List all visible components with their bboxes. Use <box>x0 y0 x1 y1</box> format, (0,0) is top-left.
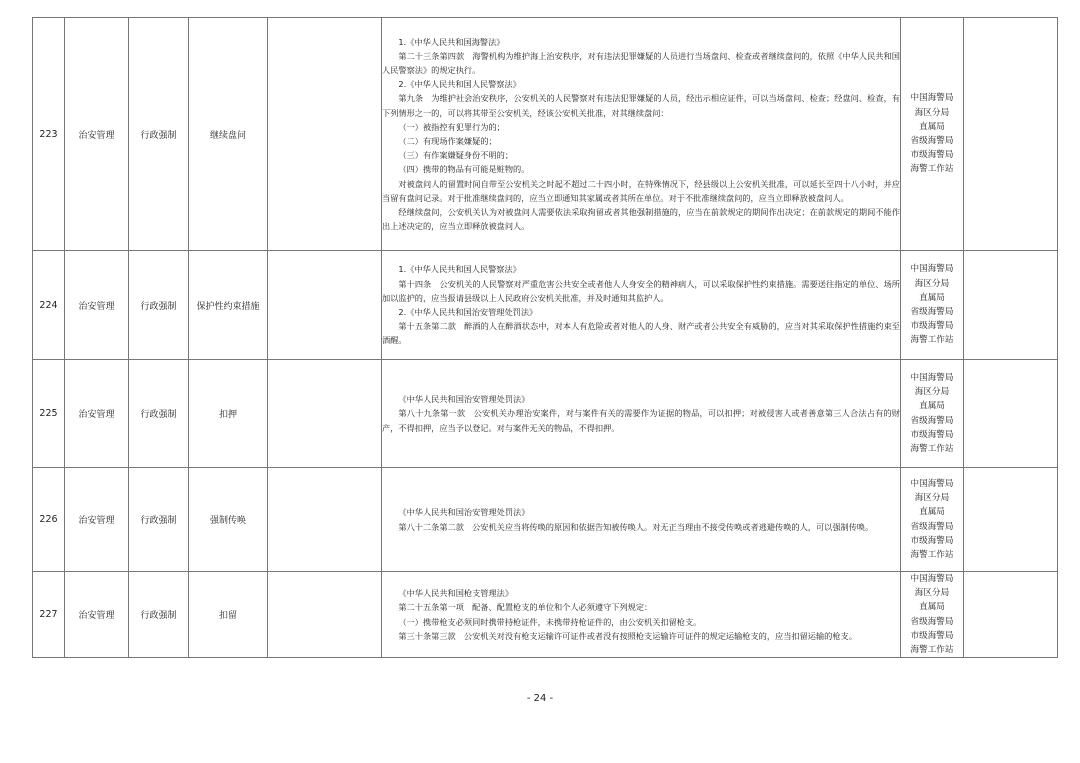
item-type: 行政强制 <box>129 360 189 468</box>
item-type: 行政强制 <box>129 572 189 658</box>
blank-cell <box>268 18 382 251</box>
authority-line: 海区分局 <box>914 387 950 398</box>
implementing-authority <box>901 251 964 360</box>
basis-paragraph: （二）有现场作案嫌疑的； <box>398 136 497 146</box>
authority-line: 直属局 <box>919 507 945 518</box>
table-row <box>33 468 1058 572</box>
basis-paragraph: 第三十条第三款 公安机关对没有枪支运输许可证件或者没有按照枪支运输许可证件的规定运输枪支的，应当扣留运输的枪支。 <box>398 630 857 641</box>
table-row <box>33 251 1058 360</box>
basis-paragraph: 第二十三条第四款 海警机构为维护海上治安秩序，对有违法犯罪嫌疑的人员进行当场盘问、检查或者继续盘问的，依照《中华人民共和国人民警察法》的规定执行。 <box>382 50 900 75</box>
document-table <box>32 17 1058 658</box>
basis-paragraph: （一）携带枪支必须同时携带持枪证件，未携带持枪证件的，由公安机关扣留枪支。 <box>398 616 702 627</box>
basis-paragraph: 第十四条 公安机关的人民警察对严重危害公共安全或者他人人身安全的精神病人，可以采取保护性约束措施。需要送往指定的单位、场所加以监护的，应当报请县级以上人民政府公安机关批准，并及时通知其监护人。 <box>382 278 900 303</box>
basis-paragraph: 《中华人民共和国枪支管理法》 <box>398 588 514 599</box>
basis-paragraph: 1.《中华人民共和国人民警察法》 <box>398 264 521 275</box>
basis-paragraph: 2.《中华人民共和国人民警察法》 <box>398 79 521 90</box>
legal-basis <box>382 572 901 658</box>
legal-basis <box>382 360 901 468</box>
authority-line: 海区分局 <box>914 588 950 599</box>
blank-cell <box>268 251 382 360</box>
remarks-cell <box>964 251 1058 360</box>
blank-cell <box>268 360 382 468</box>
legal-basis <box>382 18 901 251</box>
authority-line: 省级海警局 <box>910 136 954 146</box>
blank-cell <box>268 468 382 572</box>
remarks-cell <box>964 572 1058 658</box>
item-category: 治安管理 <box>65 572 129 658</box>
authority-line: 直属局 <box>919 292 945 303</box>
item-category: 治安管理 <box>65 18 129 251</box>
basis-paragraph: 《中华人民共和国治安管理处罚法》 <box>398 394 530 405</box>
basis-paragraph: 第十五条第二款 醉酒的人在醉酒状态中，对本人有危险或者对他人的人身、财产或者公共安全有威胁的，应当对其采取保护性措施约束至酒醒。 <box>382 321 900 346</box>
authority-line: 直属局 <box>919 401 945 412</box>
item-number: 224 <box>33 251 65 360</box>
authority-line: 省级海警局 <box>910 415 954 426</box>
item-category: 治安管理 <box>65 360 129 468</box>
authority-line: 海警工作站 <box>910 645 954 656</box>
table-body <box>33 18 1058 658</box>
authority-line: 直属局 <box>919 602 945 613</box>
authority-line: 中国海警局 <box>910 264 954 275</box>
authority-line: 海区分局 <box>914 107 950 118</box>
authority-line: 直属局 <box>919 121 945 132</box>
item-type: 行政强制 <box>129 251 189 360</box>
item-type: 行政强制 <box>129 468 189 572</box>
implementing-authority <box>901 572 964 658</box>
basis-paragraph: 对被盘问人的留置时间自带至公安机关之时起不超过二十四小时，在特殊情况下，经县级以上公安机关批准，可以延长至四十八小时，并应当留有盘问记录。对于批准继续盘问的，应当立即通知其家属或者其所在单位。对于不批准继续盘问的，应当立即释放被盘问人。 <box>382 178 900 203</box>
authority-line: 中国海警局 <box>910 574 954 584</box>
authority-line: 中国海警局 <box>910 93 954 104</box>
authority-line: 省级海警局 <box>910 307 954 317</box>
item-number: 223 <box>33 18 65 251</box>
basis-paragraph: （一）被指控有犯罪行为的； <box>398 121 505 132</box>
blank-cell <box>268 572 382 658</box>
authority-line: 海区分局 <box>914 493 950 504</box>
item-name: 扣押 <box>189 360 268 468</box>
authority-line: 海警工作站 <box>910 335 954 346</box>
item-name: 扣留 <box>189 572 268 658</box>
implementing-authority <box>901 468 964 572</box>
authority-line: 海警工作站 <box>910 443 954 454</box>
authority-line: 中国海警局 <box>910 478 954 489</box>
authority-line: 海区分局 <box>914 278 950 289</box>
table-row <box>33 360 1058 468</box>
basis-paragraph: 第八十二条第二款 公安机关应当将传唤的原因和依据告知被传唤人。对无正当理由不接受传唤或者逃避传唤的人，可以强制传唤。 <box>398 521 874 532</box>
authority-line: 海警工作站 <box>910 549 954 560</box>
item-name: 强制传唤 <box>189 468 268 572</box>
item-category: 治安管理 <box>65 468 129 572</box>
authority-line: 市级海警局 <box>910 150 954 161</box>
basis-paragraph: （三）有作案嫌疑身份不明的； <box>398 150 514 161</box>
authority-line: 省级海警局 <box>910 521 954 532</box>
item-number: 227 <box>33 572 65 658</box>
basis-paragraph: 第九条 为维护社会治安秩序，公安机关的人民警察对有违法犯罪嫌疑的人员，经出示相应证件，可以当场盘问、检查；经盘问、检查，有下列情形之一的，可以将其带至公安机关，经该公安机关批准，对其继续盘问： <box>382 93 900 118</box>
authority-line: 市级海警局 <box>910 630 954 641</box>
legal-basis <box>382 468 901 572</box>
remarks-cell <box>964 18 1058 251</box>
implementing-authority <box>901 18 964 251</box>
item-type: 行政强制 <box>129 18 189 251</box>
basis-paragraph: 第二十五条第一项 配备、配置枪支的单位和个人必须遵守下列规定： <box>398 602 653 613</box>
item-number: 226 <box>33 468 65 572</box>
implementing-authority <box>901 360 964 468</box>
authority-line: 市级海警局 <box>910 321 954 332</box>
basis-paragraph: 1.《中华人民共和国海警法》 <box>398 36 505 47</box>
page-number: - 24 - <box>526 693 554 704</box>
item-name: 继续盘问 <box>189 18 268 251</box>
basis-paragraph: 《中华人民共和国治安管理处罚法》 <box>398 507 530 518</box>
basis-paragraph: 2.《中华人民共和国治安管理处罚法》 <box>398 307 538 317</box>
table-row <box>33 572 1058 658</box>
basis-paragraph: 第八十九条第一款 公安机关办理治安案件，对与案件有关的需要作为证据的物品，可以扣押；对被侵害人或者善意第三人合法占有的财产，不得扣押，应当予以登记。对与案件无关的物品，不得扣押。 <box>382 408 900 433</box>
authority-line: 市级海警局 <box>910 535 954 546</box>
item-name: 保护性约束措施 <box>189 251 268 360</box>
item-category: 治安管理 <box>65 251 129 360</box>
authority-line: 中国海警局 <box>910 372 954 383</box>
item-number: 225 <box>33 360 65 468</box>
legal-basis <box>382 251 901 360</box>
remarks-cell <box>964 468 1058 572</box>
authority-line: 省级海警局 <box>910 616 954 627</box>
basis-paragraph: 经继续盘问，公安机关认为对被盘问人需要依法采取拘留或者其他强制措施的，应当在前款规定的期间作出决定；在前款规定的期间不能作出上述决定的，应当立即释放被盘问人。 <box>382 207 900 232</box>
authority-line: 市级海警局 <box>910 429 954 440</box>
table-row <box>33 18 1058 251</box>
basis-paragraph: （四）携带的物品有可能是赃物的。 <box>398 164 530 175</box>
authority-line: 海警工作站 <box>910 164 954 175</box>
remarks-cell <box>964 360 1058 468</box>
